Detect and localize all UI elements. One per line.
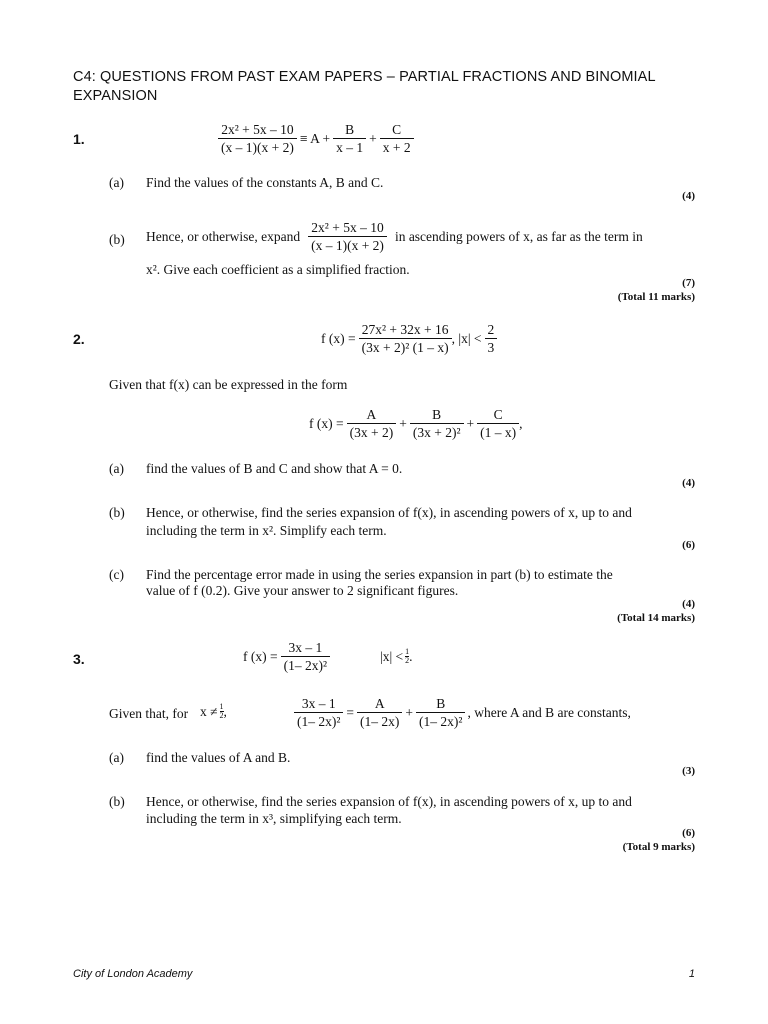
q1a-marks: (4) bbox=[682, 190, 695, 202]
q3-condition bbox=[380, 648, 413, 665]
q2-form-comma: , bbox=[519, 415, 523, 431]
q1-identity: ≡ A + bbox=[299, 130, 331, 146]
q1b-label: (b) bbox=[109, 232, 125, 247]
equals-sign: = bbox=[346, 704, 355, 720]
q3-B-numerator: B bbox=[436, 696, 446, 711]
q2-B-numerator: B bbox=[432, 407, 442, 422]
plus-sign: + bbox=[369, 130, 377, 146]
q2-form-C bbox=[477, 407, 519, 440]
q1a-label: (a) bbox=[109, 175, 124, 190]
q2-A-denominator: (3x + 2) bbox=[347, 423, 397, 440]
q1-total-marks: (Total 11 marks) bbox=[617, 291, 695, 303]
q3-given-half-denominator: 2 bbox=[219, 711, 224, 720]
q2-partial-form bbox=[306, 407, 523, 440]
question-3-number: 3. bbox=[73, 651, 85, 667]
q2-given-text: Given that f(x) can be expressed in the form bbox=[109, 377, 348, 392]
q1-B-fraction bbox=[333, 122, 366, 155]
q3-condition-period: . bbox=[409, 648, 413, 664]
q3-B-denominator: (1– 2x)² bbox=[416, 712, 465, 729]
q2b-marks: (6) bbox=[682, 539, 695, 551]
q3-half-denominator: 2 bbox=[405, 656, 410, 665]
q2a-marks: (4) bbox=[682, 477, 695, 489]
q1b-text-end: in ascending powers of x, as far as the term in bbox=[394, 228, 643, 244]
q3-x-not-equal: x ≠ bbox=[200, 703, 218, 719]
q1-main-numerator: 2x² + 5x – 10 bbox=[221, 122, 294, 137]
q1b-text-line2: x². Give each coefficient as a simplified fraction. bbox=[146, 262, 410, 277]
q3-f-numerator: 3x – 1 bbox=[288, 640, 323, 655]
q3-given-end: , where A and B are constants, bbox=[467, 704, 631, 720]
q2c-marks: (4) bbox=[682, 598, 695, 610]
q3-A-fraction bbox=[357, 696, 402, 729]
q3-f-fraction bbox=[281, 640, 330, 673]
q3a-marks: (3) bbox=[682, 765, 695, 777]
q3a-text: find the values of A and B. bbox=[146, 750, 291, 765]
question-1-number: 1. bbox=[73, 131, 85, 147]
q1b-fraction bbox=[308, 220, 387, 253]
plus-sign: + bbox=[405, 704, 414, 720]
q2-form-lhs: f (x) = bbox=[309, 415, 344, 431]
q3-g-denominator: (1– 2x)² bbox=[294, 712, 343, 729]
q1b-marks: (7) bbox=[682, 277, 695, 289]
footer-school-name: City of London Academy bbox=[73, 968, 193, 980]
q2a-label: (a) bbox=[109, 461, 124, 476]
q2-f-denominator: (3x + 2)² (1 – x) bbox=[359, 338, 452, 355]
q2c-label: (c) bbox=[109, 567, 124, 582]
q3-f-lhs: f (x) = bbox=[243, 648, 278, 664]
plus-sign: + bbox=[399, 415, 407, 431]
q3-f-denominator: (1– 2x)² bbox=[281, 656, 330, 673]
q3a-label: (a) bbox=[109, 750, 124, 765]
q3-total-marks: (Total 9 marks) bbox=[622, 841, 695, 853]
q3-given-comma: , bbox=[223, 703, 227, 719]
q3-given-start: Given that, for bbox=[109, 706, 189, 721]
q2-C-denominator: (1 – x) bbox=[477, 423, 519, 440]
plus-sign: + bbox=[466, 415, 475, 431]
question-2-number: 2. bbox=[73, 331, 85, 347]
q2c-text-line2: value of f (0.2). Give your answer to 2 significant figures. bbox=[146, 583, 459, 598]
q3b-text-line1: Hence, or otherwise, find the series expansion of f(x), in ascending powers of x, up to and bbox=[146, 794, 632, 809]
footer-page-number: 1 bbox=[688, 968, 695, 980]
q3-A-numerator: A bbox=[374, 696, 385, 711]
q3-A-denominator: (1– 2x) bbox=[357, 712, 402, 729]
q2-form-A bbox=[347, 407, 397, 440]
q2a-text: find the values of B and C and show that A = 0. bbox=[146, 461, 403, 476]
q2-A-numerator: A bbox=[366, 407, 377, 422]
q1-B-numerator: B bbox=[345, 122, 355, 137]
q2-total-marks: (Total 14 marks) bbox=[617, 612, 695, 624]
page-title: C4: QUESTIONS FROM PAST EXAM PAPERS – PARTIAL FRACTIONS AND BINOMIAL EXPANSION bbox=[73, 69, 656, 104]
q1a-text: Find the values of the constants A, B and C. bbox=[146, 175, 384, 190]
q1b-text-start: Hence, or otherwise, expand bbox=[146, 228, 301, 244]
q2-condition: , |x| < bbox=[451, 330, 482, 346]
q3b-marks: (6) bbox=[682, 827, 695, 839]
q2-f-lhs: f (x) = bbox=[321, 330, 356, 346]
q3-condition-text: |x| < bbox=[380, 648, 404, 664]
question-3-function bbox=[240, 640, 330, 673]
q2-C-numerator: C bbox=[493, 407, 503, 422]
q3-partial-form bbox=[294, 696, 631, 729]
q3-given-half-numerator: 1 bbox=[219, 702, 224, 711]
q2b-text-line2: including the term in x². Simplify each term. bbox=[146, 523, 387, 538]
q1-main-denominator: (x – 1)(x + 2) bbox=[218, 138, 297, 155]
q2-f-fraction bbox=[359, 322, 452, 355]
q1b-numerator: 2x² + 5x – 10 bbox=[311, 220, 384, 235]
q1-C-fraction bbox=[380, 122, 414, 155]
q3-half-numerator: 1 bbox=[405, 647, 410, 656]
q2-B-denominator: (3x + 2)² bbox=[410, 423, 464, 440]
q2-condition-fraction bbox=[485, 322, 498, 355]
q3-given-x bbox=[200, 703, 227, 720]
q3-B-fraction bbox=[416, 696, 465, 729]
q1b-denominator: (x – 1)(x + 2) bbox=[308, 236, 387, 253]
q2-cond-numerator: 2 bbox=[487, 322, 495, 337]
q2c-text-line1: Find the percentage error made in using the series expansion in part (b) to estimate the bbox=[146, 567, 613, 582]
q1b-line bbox=[146, 220, 643, 253]
question-1-equation bbox=[218, 122, 414, 155]
q2b-label: (b) bbox=[109, 505, 125, 520]
q1-C-numerator: C bbox=[392, 122, 402, 137]
q2b-text-line1: Hence, or otherwise, find the series expansion of f(x), in ascending powers of x, up to and bbox=[146, 505, 632, 520]
q3-g-numerator: 3x – 1 bbox=[301, 696, 336, 711]
q2-f-numerator: 27x² + 32x + 16 bbox=[361, 322, 449, 337]
question-2-function bbox=[318, 322, 497, 355]
q2-cond-denominator: 3 bbox=[485, 338, 498, 355]
q1-C-denominator: x + 2 bbox=[380, 138, 414, 155]
q1-B-denominator: x – 1 bbox=[333, 138, 366, 155]
q2-form-B bbox=[410, 407, 464, 440]
q3b-text-line2: including the term in x³, simplifying each term. bbox=[146, 811, 402, 826]
q3-g-fraction bbox=[294, 696, 343, 729]
q1-main-fraction bbox=[218, 122, 297, 155]
q3b-label: (b) bbox=[109, 794, 125, 809]
